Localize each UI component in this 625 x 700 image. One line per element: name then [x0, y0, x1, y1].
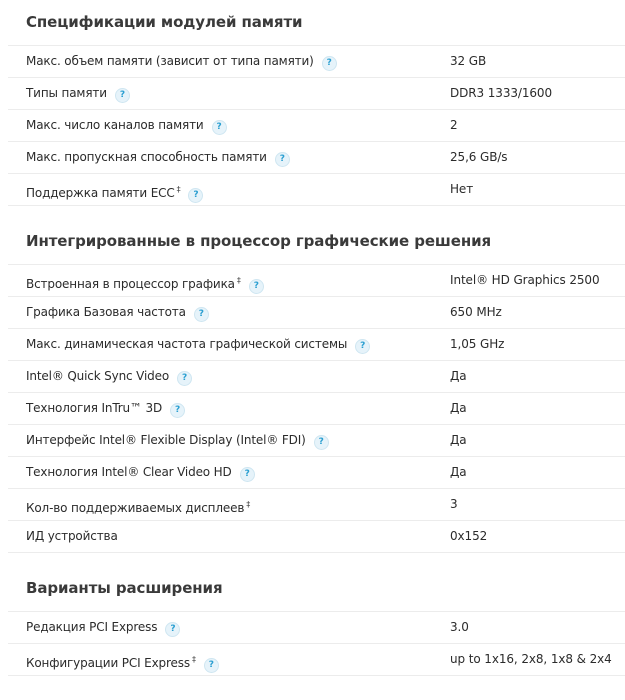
help-icon[interactable]: ? — [165, 622, 180, 637]
section-title: Варианты расширения — [8, 566, 625, 612]
spec-label: ИД устройства — [26, 529, 118, 543]
help-icon[interactable]: ? — [322, 56, 337, 71]
help-icon[interactable]: ? — [170, 403, 185, 418]
spec-value: Да — [450, 369, 467, 383]
spec-row-intru-3d — [8, 393, 625, 425]
help-icon[interactable]: ? — [204, 658, 219, 673]
footnote-dagger[interactable]: ‡ — [176, 185, 181, 194]
help-icon[interactable]: ? — [275, 152, 290, 167]
spec-value: Да — [450, 433, 467, 447]
spec-value: 650 MHz — [450, 305, 502, 319]
help-icon[interactable]: ? — [355, 339, 370, 354]
section-title: Спецификации модулей памяти — [8, 0, 625, 46]
spec-value: 32 GB — [450, 54, 487, 68]
spec-row-graphics-max-frequency — [8, 329, 625, 361]
spec-label: Поддержка памяти ECC ‡? — [26, 174, 203, 209]
spec-label: Макс. число каналов памяти ? — [26, 110, 227, 141]
help-icon[interactable]: ? — [314, 435, 329, 450]
spec-row-fdi — [8, 425, 625, 457]
spec-value: Intel® HD Graphics 2500 — [450, 273, 600, 287]
spec-row-clear-video-hd — [8, 457, 625, 489]
spec-label: Кол-во поддерживаемых дисплеев ‡ — [26, 500, 251, 515]
spec-value: 2 — [450, 118, 458, 132]
help-icon[interactable]: ? — [249, 279, 264, 294]
spec-label: Технология Intel® Clear Video HD ? — [26, 457, 255, 488]
spec-row-max-memory — [8, 46, 625, 78]
help-icon[interactable]: ? — [115, 88, 130, 103]
spec-row-pcie-revision — [8, 612, 625, 644]
spec-row-processor-graphics — [8, 265, 625, 297]
spec-value: DDR3 1333/1600 — [450, 86, 552, 100]
help-icon[interactable]: ? — [188, 188, 203, 203]
spec-value: up to 1x16, 2x8, 1x8 & 2x4 — [450, 652, 612, 666]
spec-label: Встроенная в процессор графика ‡? — [26, 265, 264, 300]
spec-row-ecc — [8, 174, 625, 206]
spec-value: Да — [450, 401, 467, 415]
spec-value: 25,6 GB/s — [450, 150, 508, 164]
spec-row-memory-channels — [8, 110, 625, 142]
spec-label: Редакция PCI Express ? — [26, 612, 180, 643]
spec-label: Графика Базовая частота ? — [26, 297, 209, 328]
help-icon[interactable]: ? — [194, 307, 209, 322]
help-icon[interactable]: ? — [177, 371, 192, 386]
spec-value: 1,05 GHz — [450, 337, 505, 351]
spec-label: Intel® Quick Sync Video ? — [26, 361, 192, 392]
spec-row-quick-sync — [8, 361, 625, 393]
spec-value: Нет — [450, 182, 474, 196]
help-icon[interactable]: ? — [212, 120, 227, 135]
spec-row-graphics-base-frequency — [8, 297, 625, 329]
footnote-dagger[interactable]: ‡ — [236, 276, 241, 285]
spec-label: Интерфейс Intel® Flexible Display (Intel® FDI) ? — [26, 425, 329, 456]
help-icon[interactable]: ? — [240, 467, 255, 482]
section-title: Интегрированные в процессор графические решения — [8, 219, 625, 265]
spec-row-device-id — [8, 521, 625, 553]
spec-label: Технология InTru™ 3D ? — [26, 393, 185, 424]
spec-value: Да — [450, 465, 467, 479]
section-integrated-graphics — [0, 219, 625, 553]
spec-row-displays-supported — [8, 489, 625, 521]
spec-row-memory-types — [8, 78, 625, 110]
spec-value: 0x152 — [450, 529, 488, 543]
footnote-dagger[interactable]: ‡ — [246, 500, 251, 509]
spec-label: Макс. пропускная способность памяти ? — [26, 142, 290, 173]
spec-value: 3.0 — [450, 620, 469, 634]
spec-row-memory-bandwidth — [8, 142, 625, 174]
section-memory-specs — [0, 0, 625, 206]
spec-label: Макс. динамическая частота графической системы ? — [26, 329, 370, 360]
spec-label: Типы памяти ? — [26, 78, 130, 109]
section-expansion-options — [0, 566, 625, 676]
spec-label: Конфигурации PCI Express ‡? — [26, 644, 219, 679]
spec-row-pcie-configurations — [8, 644, 625, 676]
spec-label: Макс. объем памяти (зависит от типа памяти) ? — [26, 46, 337, 77]
spec-value: 3 — [450, 497, 458, 511]
footnote-dagger[interactable]: ‡ — [191, 655, 196, 664]
